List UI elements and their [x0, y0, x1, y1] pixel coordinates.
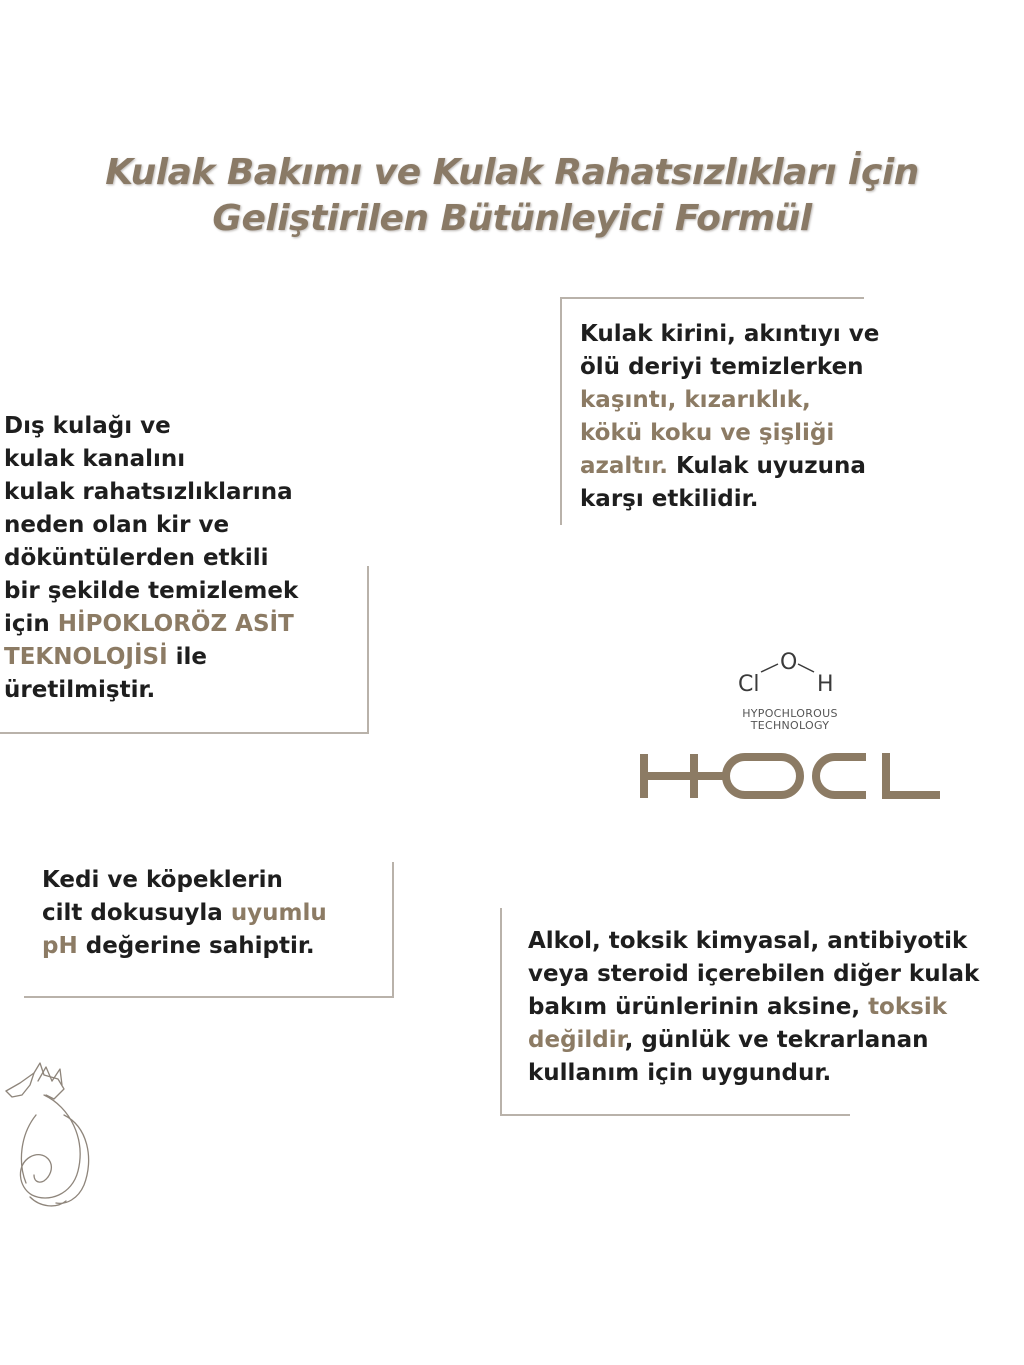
- chlorine-symbol: Cl: [738, 672, 760, 697]
- feature-cleaning-highlight1: kaşıntı, kızarıklık,: [580, 387, 811, 413]
- feature-technology-block: [4, 410, 298, 707]
- feature-cleaning-block: [580, 318, 879, 516]
- feature-ph-block: [42, 864, 327, 963]
- page-title-line1: Kulak Bakımı ve Kulak Rahatsızlıkları İçin: [105, 152, 919, 193]
- feature-safety-line1: Alkol, toksik kimyasal, antibiyotik: [528, 928, 968, 954]
- frame-left-top-horizontal: [0, 732, 369, 734]
- feature-technology-line8: ile: [167, 644, 208, 670]
- feature-technology-line5: döküntülerden etkili: [4, 545, 269, 571]
- feature-safety-block: [528, 925, 979, 1090]
- feature-safety-line4: , günlük ve tekrarlanan: [624, 1027, 929, 1053]
- feature-technology-line4: neden olan kir ve: [4, 512, 230, 538]
- page-title: [0, 150, 1024, 242]
- feature-cleaning-highlight3: azaltır.: [580, 453, 668, 479]
- frame-right-bottom-horizontal: [500, 1114, 850, 1116]
- feature-technology-line1: Dış kulağı ve: [4, 413, 171, 439]
- frame-top-right-vertical: [560, 297, 562, 525]
- feature-cleaning-line1: Kulak kirini, akıntıyı ve: [580, 321, 880, 347]
- page-title-line2: Geliştirilen Bütünleyici Formül: [212, 198, 812, 239]
- feature-safety-line3: bakım ürünlerinin aksine,: [528, 994, 869, 1020]
- tech-line1: HYPOCHLOROUS: [742, 707, 838, 720]
- feature-ph-line3: değerine sahiptir.: [77, 933, 315, 959]
- feature-ph-line2: cilt dokusuyla: [42, 900, 231, 926]
- feature-technology-highlight1: HİPOKLORÖZ ASİT: [57, 611, 294, 637]
- feature-safety-line2: veya steroid içerebilen diğer kulak: [528, 961, 980, 987]
- feature-ph-line1: Kedi ve köpeklerin: [42, 867, 283, 893]
- frame-left-bottom-horizontal: [24, 996, 394, 998]
- feature-technology-line9: üretilmiştir.: [4, 677, 156, 703]
- frame-top-right-horizontal: [560, 297, 864, 299]
- feature-safety-highlight2: değildir: [528, 1027, 625, 1053]
- feature-cleaning-highlight2: kökü koku ve şişliği: [580, 420, 835, 446]
- frame-left-bottom-vertical: [392, 862, 394, 998]
- cat-dog-line-art-icon: [0, 1055, 110, 1215]
- feature-technology-line2: kulak kanalını: [4, 446, 186, 472]
- feature-cleaning-line2: ölü deriyi temizlerken: [580, 354, 864, 380]
- oxygen-symbol: O: [780, 650, 798, 675]
- feature-ph-highlight2: pH: [42, 933, 78, 959]
- feature-ph-highlight1: uyumlu: [230, 900, 327, 926]
- hypochlorous-technology-caption: [725, 708, 855, 732]
- feature-safety-line5: kullanım için uygundur.: [528, 1060, 832, 1086]
- hydrogen-symbol: H: [817, 672, 834, 697]
- feature-cleaning-line6: karşı etkilidir.: [580, 486, 759, 512]
- feature-safety-highlight1: toksik: [868, 994, 948, 1020]
- hocl-wordmark: [630, 748, 950, 808]
- feature-technology-line7: için: [4, 611, 58, 637]
- feature-technology-highlight2: TEKNOLOJİSİ: [4, 644, 168, 670]
- feature-technology-line3: kulak rahatsızlıklarına: [4, 479, 293, 505]
- frame-right-bottom-vertical: [500, 908, 502, 1116]
- feature-cleaning-line5: Kulak uyuzuna: [668, 453, 866, 479]
- frame-left-top-vertical: [367, 566, 369, 734]
- feature-technology-line6: bir şekilde temizlemek: [4, 578, 299, 604]
- tech-line2: TECHNOLOGY: [750, 719, 830, 732]
- hocl-logo: [630, 648, 950, 808]
